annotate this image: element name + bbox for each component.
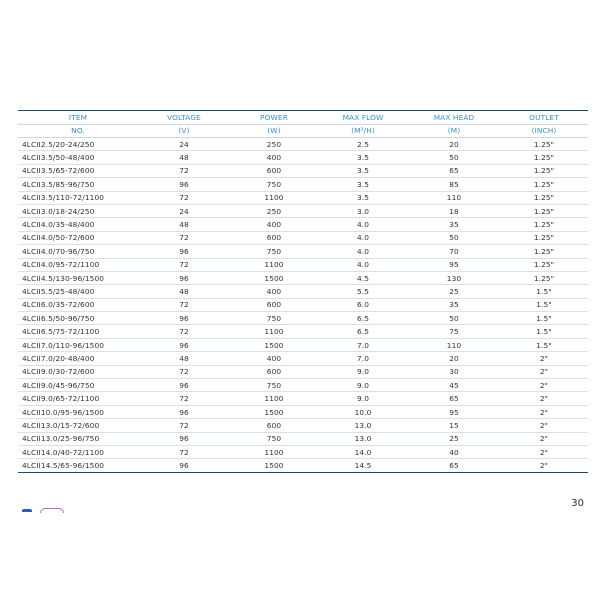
cell-max-head: 18	[408, 204, 500, 217]
cell-voltage: 96	[138, 338, 230, 351]
cell-max-flow: 9.0	[318, 379, 408, 392]
cell-outlet: 1.25"	[500, 204, 588, 217]
table-row	[18, 379, 588, 392]
cell-model: 4LCII3.0/18-24/250	[18, 204, 138, 217]
cell-model: 4LCII3.5/110-72/1100	[18, 191, 138, 204]
table-row	[18, 298, 588, 311]
cell-max-head: 110	[408, 191, 500, 204]
cell-max-head: 65	[408, 164, 500, 177]
cell-model: 4LCII9.0/30-72/600	[18, 365, 138, 378]
cell-outlet: 1.5"	[500, 338, 588, 351]
cell-outlet: 1.25"	[500, 151, 588, 164]
cell-max-head: 110	[408, 338, 500, 351]
cell-outlet: 2"	[500, 379, 588, 392]
table-row	[18, 191, 588, 204]
cell-max-head: 50	[408, 151, 500, 164]
cell-power: 750	[230, 245, 318, 258]
cell-max-flow: 14.5	[318, 459, 408, 472]
cell-outlet: 1.25"	[500, 271, 588, 284]
cell-max-flow: 14.0	[318, 445, 408, 458]
cell-max-head: 75	[408, 325, 500, 338]
cell-model: 4LCII3.5/65-72/600	[18, 164, 138, 177]
cell-max-head: 20	[408, 138, 500, 151]
cell-outlet: 2"	[500, 352, 588, 365]
cell-outlet: 1.25"	[500, 191, 588, 204]
table-row	[18, 312, 588, 325]
cell-model: 4LCII7.0/20-48/400	[18, 352, 138, 365]
cell-max-flow: 2.5	[318, 138, 408, 151]
cell-voltage: 72	[138, 325, 230, 338]
cell-outlet: 1.5"	[500, 285, 588, 298]
table-row	[18, 218, 588, 231]
cell-max-head: 35	[408, 298, 500, 311]
cell-model: 4LCII4.0/70-96/750	[18, 245, 138, 258]
cell-outlet: 1.5"	[500, 325, 588, 338]
table-row	[18, 338, 588, 351]
cell-power: 400	[230, 151, 318, 164]
page-number: 30	[571, 498, 584, 509]
cell-outlet: 2"	[500, 419, 588, 432]
cell-model: 4LCII13.0/15-72/600	[18, 419, 138, 432]
cell-voltage: 96	[138, 245, 230, 258]
cell-voltage: 72	[138, 231, 230, 244]
cell-power: 750	[230, 379, 318, 392]
cell-power: 600	[230, 419, 318, 432]
cell-outlet: 1.25"	[500, 258, 588, 271]
cell-outlet: 2"	[500, 365, 588, 378]
cell-voltage: 72	[138, 365, 230, 378]
header-power-unit: (W)	[230, 124, 318, 138]
spec-table-body	[18, 138, 588, 473]
header-outlet-unit: (INCH)	[500, 124, 588, 138]
table-row	[18, 164, 588, 177]
table-row	[18, 258, 588, 271]
cell-voltage: 72	[138, 164, 230, 177]
header-outlet: OUTLET	[500, 111, 588, 124]
cell-max-head: 130	[408, 271, 500, 284]
pump-spec-table	[18, 111, 588, 473]
cell-outlet: 1.25"	[500, 164, 588, 177]
cell-max-head: 25	[408, 432, 500, 445]
cell-model: 4LCII6.5/75-72/1100	[18, 325, 138, 338]
cell-voltage: 96	[138, 312, 230, 325]
cell-max-flow: 6.0	[318, 298, 408, 311]
cell-model: 4LCII14.0/40-72/1100	[18, 445, 138, 458]
cell-outlet: 2"	[500, 392, 588, 405]
cell-power: 600	[230, 164, 318, 177]
cell-power: 750	[230, 312, 318, 325]
cell-voltage: 72	[138, 419, 230, 432]
cell-max-flow: 4.0	[318, 245, 408, 258]
cell-max-flow: 3.0	[318, 204, 408, 217]
header-voltage-unit: (V)	[138, 124, 230, 138]
cell-max-flow: 6.5	[318, 312, 408, 325]
cell-voltage: 96	[138, 459, 230, 472]
cell-max-head: 50	[408, 231, 500, 244]
cell-max-flow: 9.0	[318, 392, 408, 405]
cell-max-head: 25	[408, 285, 500, 298]
cell-max-flow: 4.0	[318, 231, 408, 244]
table-row	[18, 138, 588, 151]
cell-power: 1500	[230, 405, 318, 418]
cell-power: 1500	[230, 338, 318, 351]
cell-power: 1500	[230, 271, 318, 284]
cell-max-flow: 13.0	[318, 419, 408, 432]
cell-outlet: 1.25"	[500, 138, 588, 151]
brand-logo-icon	[22, 509, 32, 512]
cell-power: 1500	[230, 459, 318, 472]
cell-model: 4LCII6.5/50-96/750	[18, 312, 138, 325]
header-row-names	[18, 111, 588, 124]
cell-max-head: 65	[408, 459, 500, 472]
header-item: ITEM	[18, 111, 138, 124]
cell-max-flow: 4.0	[318, 258, 408, 271]
cell-model: 4LCII10.0/95-96/1500	[18, 405, 138, 418]
cell-power: 400	[230, 285, 318, 298]
cell-max-flow: 6.5	[318, 325, 408, 338]
cell-max-head: 95	[408, 405, 500, 418]
cell-max-flow: 7.0	[318, 338, 408, 351]
cell-power: 1100	[230, 445, 318, 458]
table-row	[18, 392, 588, 405]
table-row	[18, 365, 588, 378]
table-row	[18, 231, 588, 244]
cell-max-flow: 4.0	[318, 218, 408, 231]
header-max-flow-unit: (M³/H)	[318, 124, 408, 138]
table-row	[18, 204, 588, 217]
cell-power: 750	[230, 432, 318, 445]
cell-model: 4LCII4.0/35-48/400	[18, 218, 138, 231]
cell-voltage: 48	[138, 218, 230, 231]
cell-power: 600	[230, 298, 318, 311]
cell-power: 1100	[230, 258, 318, 271]
header-max-head: MAX HEAD	[408, 111, 500, 124]
cell-max-flow: 9.0	[318, 365, 408, 378]
cell-max-flow: 3.5	[318, 191, 408, 204]
cell-voltage: 96	[138, 178, 230, 191]
table-row	[18, 178, 588, 191]
cell-voltage: 72	[138, 392, 230, 405]
cell-voltage: 48	[138, 285, 230, 298]
cell-outlet: 2"	[500, 459, 588, 472]
cell-power: 1100	[230, 191, 318, 204]
cell-model: 4LCII14.5/65-96/1500	[18, 459, 138, 472]
cell-power: 400	[230, 218, 318, 231]
cell-voltage: 48	[138, 352, 230, 365]
header-max-head-unit: (M)	[408, 124, 500, 138]
cell-outlet: 2"	[500, 405, 588, 418]
cell-max-head: 35	[408, 218, 500, 231]
cell-outlet: 1.5"	[500, 312, 588, 325]
cell-max-head: 15	[408, 419, 500, 432]
cell-max-flow: 4.5	[318, 271, 408, 284]
certification-logo-icon	[40, 508, 64, 513]
cell-outlet: 1.25"	[500, 218, 588, 231]
header-row-units	[18, 124, 588, 138]
cell-voltage: 72	[138, 445, 230, 458]
table-row	[18, 285, 588, 298]
table-row	[18, 445, 588, 458]
cell-max-flow: 3.5	[318, 164, 408, 177]
cell-max-flow: 5.5	[318, 285, 408, 298]
table-row	[18, 419, 588, 432]
cell-model: 4LCII4.0/50-72/600	[18, 231, 138, 244]
cell-model: 4LCII7.0/110-96/1500	[18, 338, 138, 351]
cell-max-head: 45	[408, 379, 500, 392]
cell-voltage: 24	[138, 138, 230, 151]
cell-model: 4LCII5.5/25-48/400	[18, 285, 138, 298]
cell-max-flow: 10.0	[318, 405, 408, 418]
cell-power: 600	[230, 231, 318, 244]
cell-outlet: 1.25"	[500, 178, 588, 191]
table-row	[18, 325, 588, 338]
cell-model: 4LCII6.0/35-72/600	[18, 298, 138, 311]
header-item-unit: NO.	[18, 124, 138, 138]
cell-outlet: 1.25"	[500, 245, 588, 258]
cell-model: 4LCII9.0/45-96/750	[18, 379, 138, 392]
cell-power: 250	[230, 204, 318, 217]
cell-max-head: 20	[408, 352, 500, 365]
cell-outlet: 2"	[500, 432, 588, 445]
cell-max-head: 70	[408, 245, 500, 258]
cell-model: 4LCII4.0/95-72/1100	[18, 258, 138, 271]
table-row	[18, 271, 588, 284]
cell-voltage: 48	[138, 151, 230, 164]
cell-power: 600	[230, 365, 318, 378]
cell-model: 4LCII9.0/65-72/1100	[18, 392, 138, 405]
cell-max-flow: 7.0	[318, 352, 408, 365]
cell-power: 750	[230, 178, 318, 191]
cell-model: 4LCII3.5/85-96/750	[18, 178, 138, 191]
table-row	[18, 432, 588, 445]
cell-power: 1100	[230, 392, 318, 405]
cell-outlet: 1.5"	[500, 298, 588, 311]
cell-voltage: 96	[138, 405, 230, 418]
cell-max-head: 95	[408, 258, 500, 271]
table-row	[18, 151, 588, 164]
header-power: POWER	[230, 111, 318, 124]
cell-max-head: 85	[408, 178, 500, 191]
cell-outlet: 1.25"	[500, 231, 588, 244]
cell-voltage: 96	[138, 379, 230, 392]
cell-voltage: 72	[138, 298, 230, 311]
cell-power: 400	[230, 352, 318, 365]
cell-voltage: 72	[138, 258, 230, 271]
cell-model: 4LCII4.5/130-96/1500	[18, 271, 138, 284]
cell-max-head: 30	[408, 365, 500, 378]
cell-max-head: 65	[408, 392, 500, 405]
table-row	[18, 352, 588, 365]
cell-model: 4LCII2.5/20-24/250	[18, 138, 138, 151]
cell-max-flow: 3.5	[318, 151, 408, 164]
cell-max-head: 40	[408, 445, 500, 458]
cell-voltage: 72	[138, 191, 230, 204]
cell-max-flow: 3.5	[318, 178, 408, 191]
table-row	[18, 405, 588, 418]
table-row	[18, 459, 588, 472]
cell-model: 4LCII13.0/25-96/750	[18, 432, 138, 445]
header-voltage: VOLTAGE	[138, 111, 230, 124]
header-max-flow: MAX FLOW	[318, 111, 408, 124]
cell-power: 1100	[230, 325, 318, 338]
cell-voltage: 96	[138, 432, 230, 445]
cell-voltage: 96	[138, 271, 230, 284]
cell-power: 250	[230, 138, 318, 151]
table-row	[18, 245, 588, 258]
cell-outlet: 2"	[500, 445, 588, 458]
cell-max-head: 50	[408, 312, 500, 325]
cell-model: 4LCII3.5/50-48/400	[18, 151, 138, 164]
cell-max-flow: 13.0	[318, 432, 408, 445]
cell-voltage: 24	[138, 204, 230, 217]
